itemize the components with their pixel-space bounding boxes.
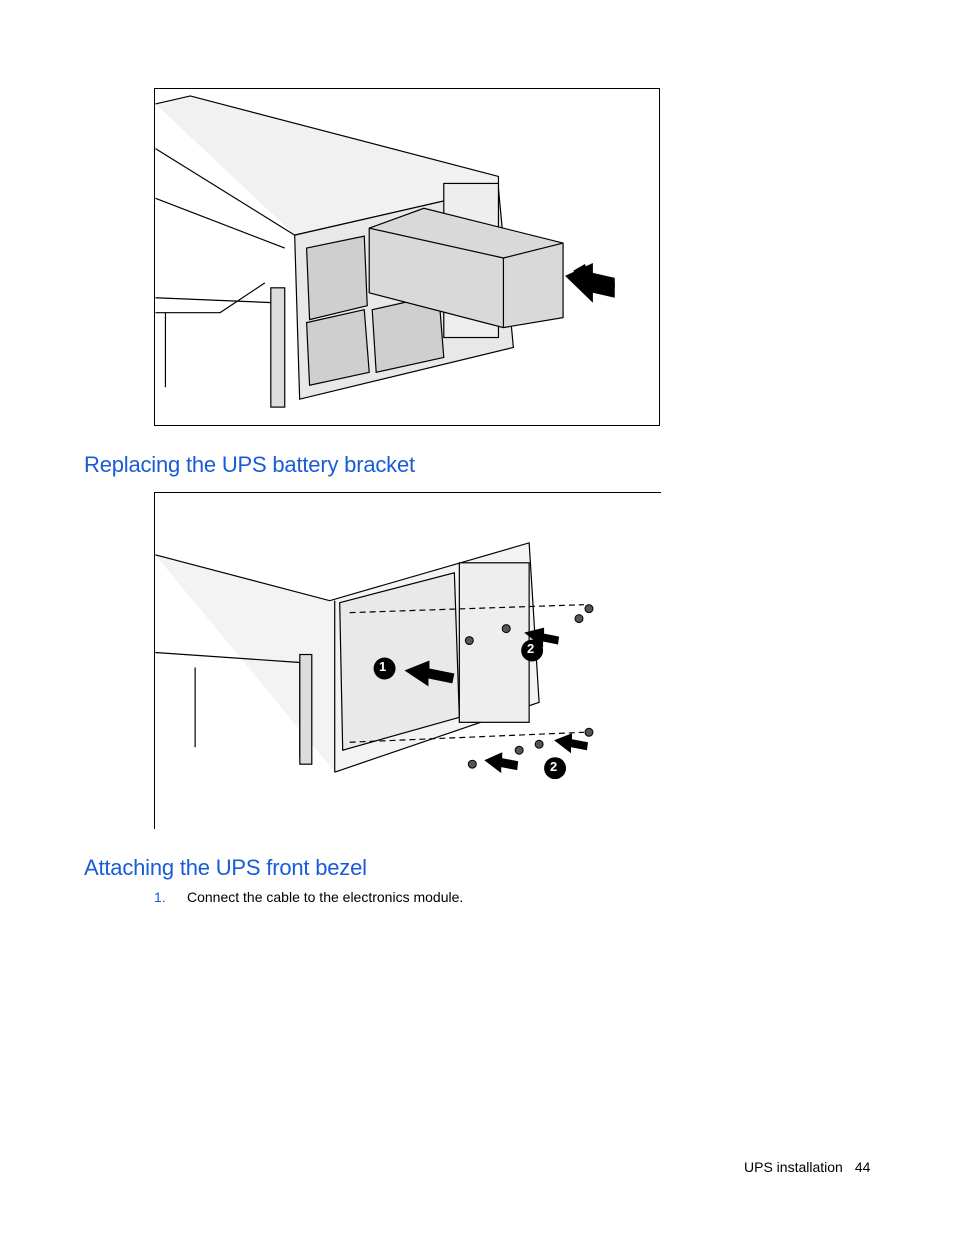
step-text: Connect the cable to the electronics module. [187, 889, 464, 905]
ups-battery-illustration [155, 89, 659, 425]
step-1 [154, 889, 463, 905]
figure-battery-bracket [154, 492, 661, 829]
page-footer [744, 1159, 870, 1175]
ups-bracket-illustration [155, 493, 661, 829]
section-heading-front-bezel: Attaching the UPS front bezel [84, 855, 367, 880]
callout-2a: 2 [527, 641, 535, 656]
callout-2b: 2 [550, 759, 558, 774]
footer-section: UPS installation [744, 1159, 843, 1175]
section-heading-battery-bracket: Replacing the UPS battery bracket [84, 452, 415, 477]
figure-battery-insertion [154, 88, 660, 426]
callout-1: 1 [379, 659, 387, 674]
step-number: 1. [154, 889, 166, 905]
page-number: 44 [854, 1159, 871, 1175]
